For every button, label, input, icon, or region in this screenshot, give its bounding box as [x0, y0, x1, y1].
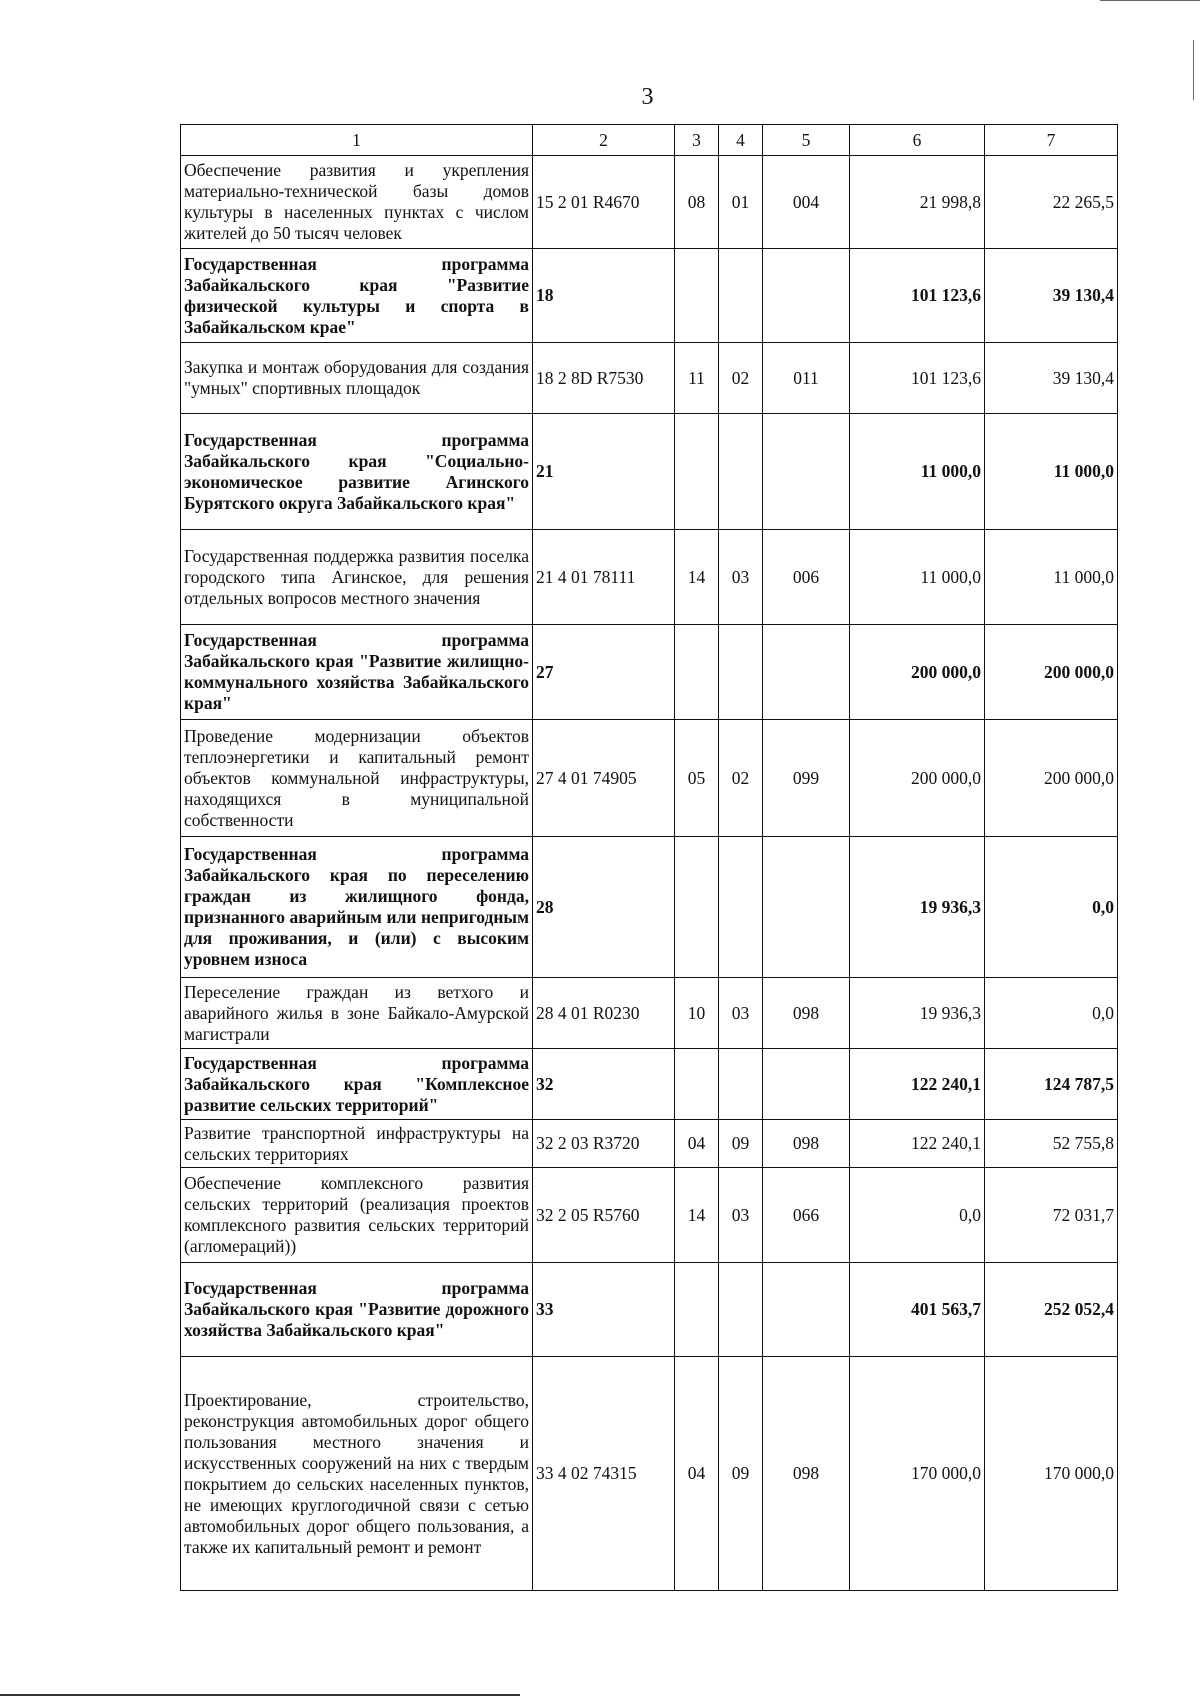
amount-year1-cell: 0,0 — [850, 1168, 985, 1263]
table-row — [181, 1168, 1118, 1263]
section-code-cell: 04 — [675, 1357, 719, 1591]
page-number: 3 — [641, 84, 654, 110]
target-code-cell: 18 2 8D R7530 — [533, 343, 675, 414]
amount-year2-cell: 72 031,7 — [985, 1168, 1118, 1263]
expense-type-cell — [763, 414, 850, 530]
section-code-cell — [675, 837, 719, 978]
program-row — [181, 1263, 1118, 1357]
subsection-code-cell — [719, 1263, 763, 1357]
target-code-cell: 32 — [533, 1049, 675, 1120]
amount-year1-cell: 101 123,6 — [850, 249, 985, 343]
expense-type-cell — [763, 625, 850, 720]
item-name-cell: Государственная программа Забайкальского края по переселению граждан из жилищного фонда, признанного аварийным или непригодным для проживания, и (или) с высоким уровнем износа — [181, 837, 533, 978]
header-cell: 3 — [675, 125, 719, 156]
program-row — [181, 837, 1118, 978]
target-code-cell: 27 4 01 74905 — [533, 720, 675, 837]
target-code-cell: 32 2 03 R3720 — [533, 1120, 675, 1168]
table-row — [181, 720, 1118, 837]
subsection-code-cell: 01 — [719, 156, 763, 249]
item-name-cell: Государственная поддержка развития поселка городского типа Агинское, для решения отдельных вопросов местного значения — [181, 530, 533, 625]
item-name-cell: Переселение граждан из ветхого и аварийного жилья в зоне Байкало-Амурской магистрали — [181, 978, 533, 1049]
expense-type-cell: 099 — [763, 720, 850, 837]
section-code-cell — [675, 1263, 719, 1357]
table-row — [181, 343, 1118, 414]
section-code-cell — [675, 1049, 719, 1120]
expense-type-cell: 011 — [763, 343, 850, 414]
scan-edge-line-right — [1193, 40, 1194, 100]
amount-year1-cell: 11 000,0 — [850, 414, 985, 530]
header-cell: 6 — [850, 125, 985, 156]
expense-type-cell: 006 — [763, 530, 850, 625]
amount-year2-cell: 52 755,8 — [985, 1120, 1118, 1168]
subsection-code-cell — [719, 837, 763, 978]
target-code-cell: 15 2 01 R4670 — [533, 156, 675, 249]
amount-year1-cell: 122 240,1 — [850, 1049, 985, 1120]
table-row — [181, 978, 1118, 1049]
budget-table — [180, 124, 1118, 1591]
expense-type-cell: 066 — [763, 1168, 850, 1263]
item-name-cell: Государственная программа Забайкальского края "Социально-экономическое развитие Агинского Бурятского округа Забайкальского края" — [181, 414, 533, 530]
subsection-code-cell: 02 — [719, 720, 763, 837]
target-code-cell: 28 4 01 R0230 — [533, 978, 675, 1049]
target-code-cell: 33 — [533, 1263, 675, 1357]
program-row — [181, 414, 1118, 530]
item-name-cell: Государственная программа Забайкальского края "Развитие жилищно-коммунального хозяйства Забайкальского края" — [181, 625, 533, 720]
subsection-code-cell — [719, 625, 763, 720]
amount-year2-cell: 200 000,0 — [985, 720, 1118, 837]
expense-type-cell — [763, 1263, 850, 1357]
target-code-cell: 21 4 01 78111 — [533, 530, 675, 625]
section-code-cell: 11 — [675, 343, 719, 414]
expense-type-cell — [763, 1049, 850, 1120]
item-name-cell: Государственная программа Забайкальского края "Развитие дорожного хозяйства Забайкальского края" — [181, 1263, 533, 1357]
amount-year1-cell: 170 000,0 — [850, 1357, 985, 1591]
section-code-cell: 14 — [675, 1168, 719, 1263]
header-row — [181, 125, 1118, 156]
subsection-code-cell — [719, 249, 763, 343]
item-name-cell: Обеспечение развития и укрепления материально-технической базы домов культуры в населенных пунктах с числом жителей до 50 тысяч человек — [181, 156, 533, 249]
section-code-cell — [675, 249, 719, 343]
scan-edge-line-bottom — [0, 1694, 520, 1696]
table-row — [181, 1120, 1118, 1168]
amount-year2-cell: 0,0 — [985, 837, 1118, 978]
amount-year2-cell: 39 130,4 — [985, 249, 1118, 343]
header-cell: 1 — [181, 125, 533, 156]
subsection-code-cell: 09 — [719, 1357, 763, 1591]
program-row — [181, 1049, 1118, 1120]
header-cell: 2 — [533, 125, 675, 156]
expense-type-cell: 098 — [763, 1357, 850, 1591]
target-code-cell: 28 — [533, 837, 675, 978]
expense-type-cell: 098 — [763, 1120, 850, 1168]
amount-year2-cell: 11 000,0 — [985, 530, 1118, 625]
amount-year1-cell: 401 563,7 — [850, 1263, 985, 1357]
header-cell: 7 — [985, 125, 1118, 156]
amount-year1-cell: 11 000,0 — [850, 530, 985, 625]
target-code-cell: 32 2 05 R5760 — [533, 1168, 675, 1263]
amount-year1-cell: 122 240,1 — [850, 1120, 985, 1168]
target-code-cell: 18 — [533, 249, 675, 343]
expense-type-cell — [763, 837, 850, 978]
amount-year1-cell: 200 000,0 — [850, 720, 985, 837]
scan-edge-line-top — [1100, 0, 1200, 1]
program-row — [181, 249, 1118, 343]
header-cell: 4 — [719, 125, 763, 156]
amount-year2-cell: 252 052,4 — [985, 1263, 1118, 1357]
target-code-cell: 27 — [533, 625, 675, 720]
item-name-cell: Проведение модернизации объектов теплоэнергетики и капитальный ремонт объектов коммунальной инфраструктуры, находящихся в муниципальной собственности — [181, 720, 533, 837]
section-code-cell: 14 — [675, 530, 719, 625]
subsection-code-cell: 03 — [719, 530, 763, 625]
amount-year1-cell: 200 000,0 — [850, 625, 985, 720]
amount-year1-cell: 19 936,3 — [850, 837, 985, 978]
subsection-code-cell: 09 — [719, 1120, 763, 1168]
section-code-cell: 08 — [675, 156, 719, 249]
amount-year1-cell: 21 998,8 — [850, 156, 985, 249]
section-code-cell: 10 — [675, 978, 719, 1049]
expense-type-cell — [763, 249, 850, 343]
section-code-cell — [675, 414, 719, 530]
section-code-cell — [675, 625, 719, 720]
target-code-cell: 21 — [533, 414, 675, 530]
subsection-code-cell: 03 — [719, 978, 763, 1049]
item-name-cell: Развитие транспортной инфраструктуры на сельских территориях — [181, 1120, 533, 1168]
amount-year1-cell: 101 123,6 — [850, 343, 985, 414]
subsection-code-cell: 03 — [719, 1168, 763, 1263]
amount-year2-cell: 124 787,5 — [985, 1049, 1118, 1120]
table-row — [181, 1357, 1118, 1591]
amount-year2-cell: 200 000,0 — [985, 625, 1118, 720]
amount-year2-cell: 0,0 — [985, 978, 1118, 1049]
subsection-code-cell — [719, 1049, 763, 1120]
item-name-cell: Государственная программа Забайкальского края "Комплексное развитие сельских территорий" — [181, 1049, 533, 1120]
amount-year1-cell: 19 936,3 — [850, 978, 985, 1049]
program-row — [181, 625, 1118, 720]
item-name-cell: Обеспечение комплексного развития сельских территорий (реализация проектов комплексного развития сельских территорий (агломераций)) — [181, 1168, 533, 1263]
expense-type-cell: 098 — [763, 978, 850, 1049]
header-cell: 5 — [763, 125, 850, 156]
section-code-cell: 05 — [675, 720, 719, 837]
expense-type-cell: 004 — [763, 156, 850, 249]
amount-year2-cell: 170 000,0 — [985, 1357, 1118, 1591]
table-row — [181, 530, 1118, 625]
amount-year2-cell: 22 265,5 — [985, 156, 1118, 249]
subsection-code-cell — [719, 414, 763, 530]
subsection-code-cell: 02 — [719, 343, 763, 414]
item-name-cell: Государственная программа Забайкальского края "Развитие физической культуры и спорта в Забайкальском крае" — [181, 249, 533, 343]
section-code-cell: 04 — [675, 1120, 719, 1168]
target-code-cell: 33 4 02 74315 — [533, 1357, 675, 1591]
item-name-cell: Закупка и монтаж оборудования для создания "умных" спортивных площадок — [181, 343, 533, 414]
amount-year2-cell: 11 000,0 — [985, 414, 1118, 530]
table-row — [181, 156, 1118, 249]
item-name-cell: Проектирование, строительство, реконструкция автомобильных дорог общего пользования местного значения и искусственных сооружений на них с твердым покрытием до сельских населенных пунктов, не имеющих круглогодичной связи с сетью автомобильных дорог общего пользования, а также их капитальный ремонт и ремонт — [181, 1357, 533, 1591]
amount-year2-cell: 39 130,4 — [985, 343, 1118, 414]
